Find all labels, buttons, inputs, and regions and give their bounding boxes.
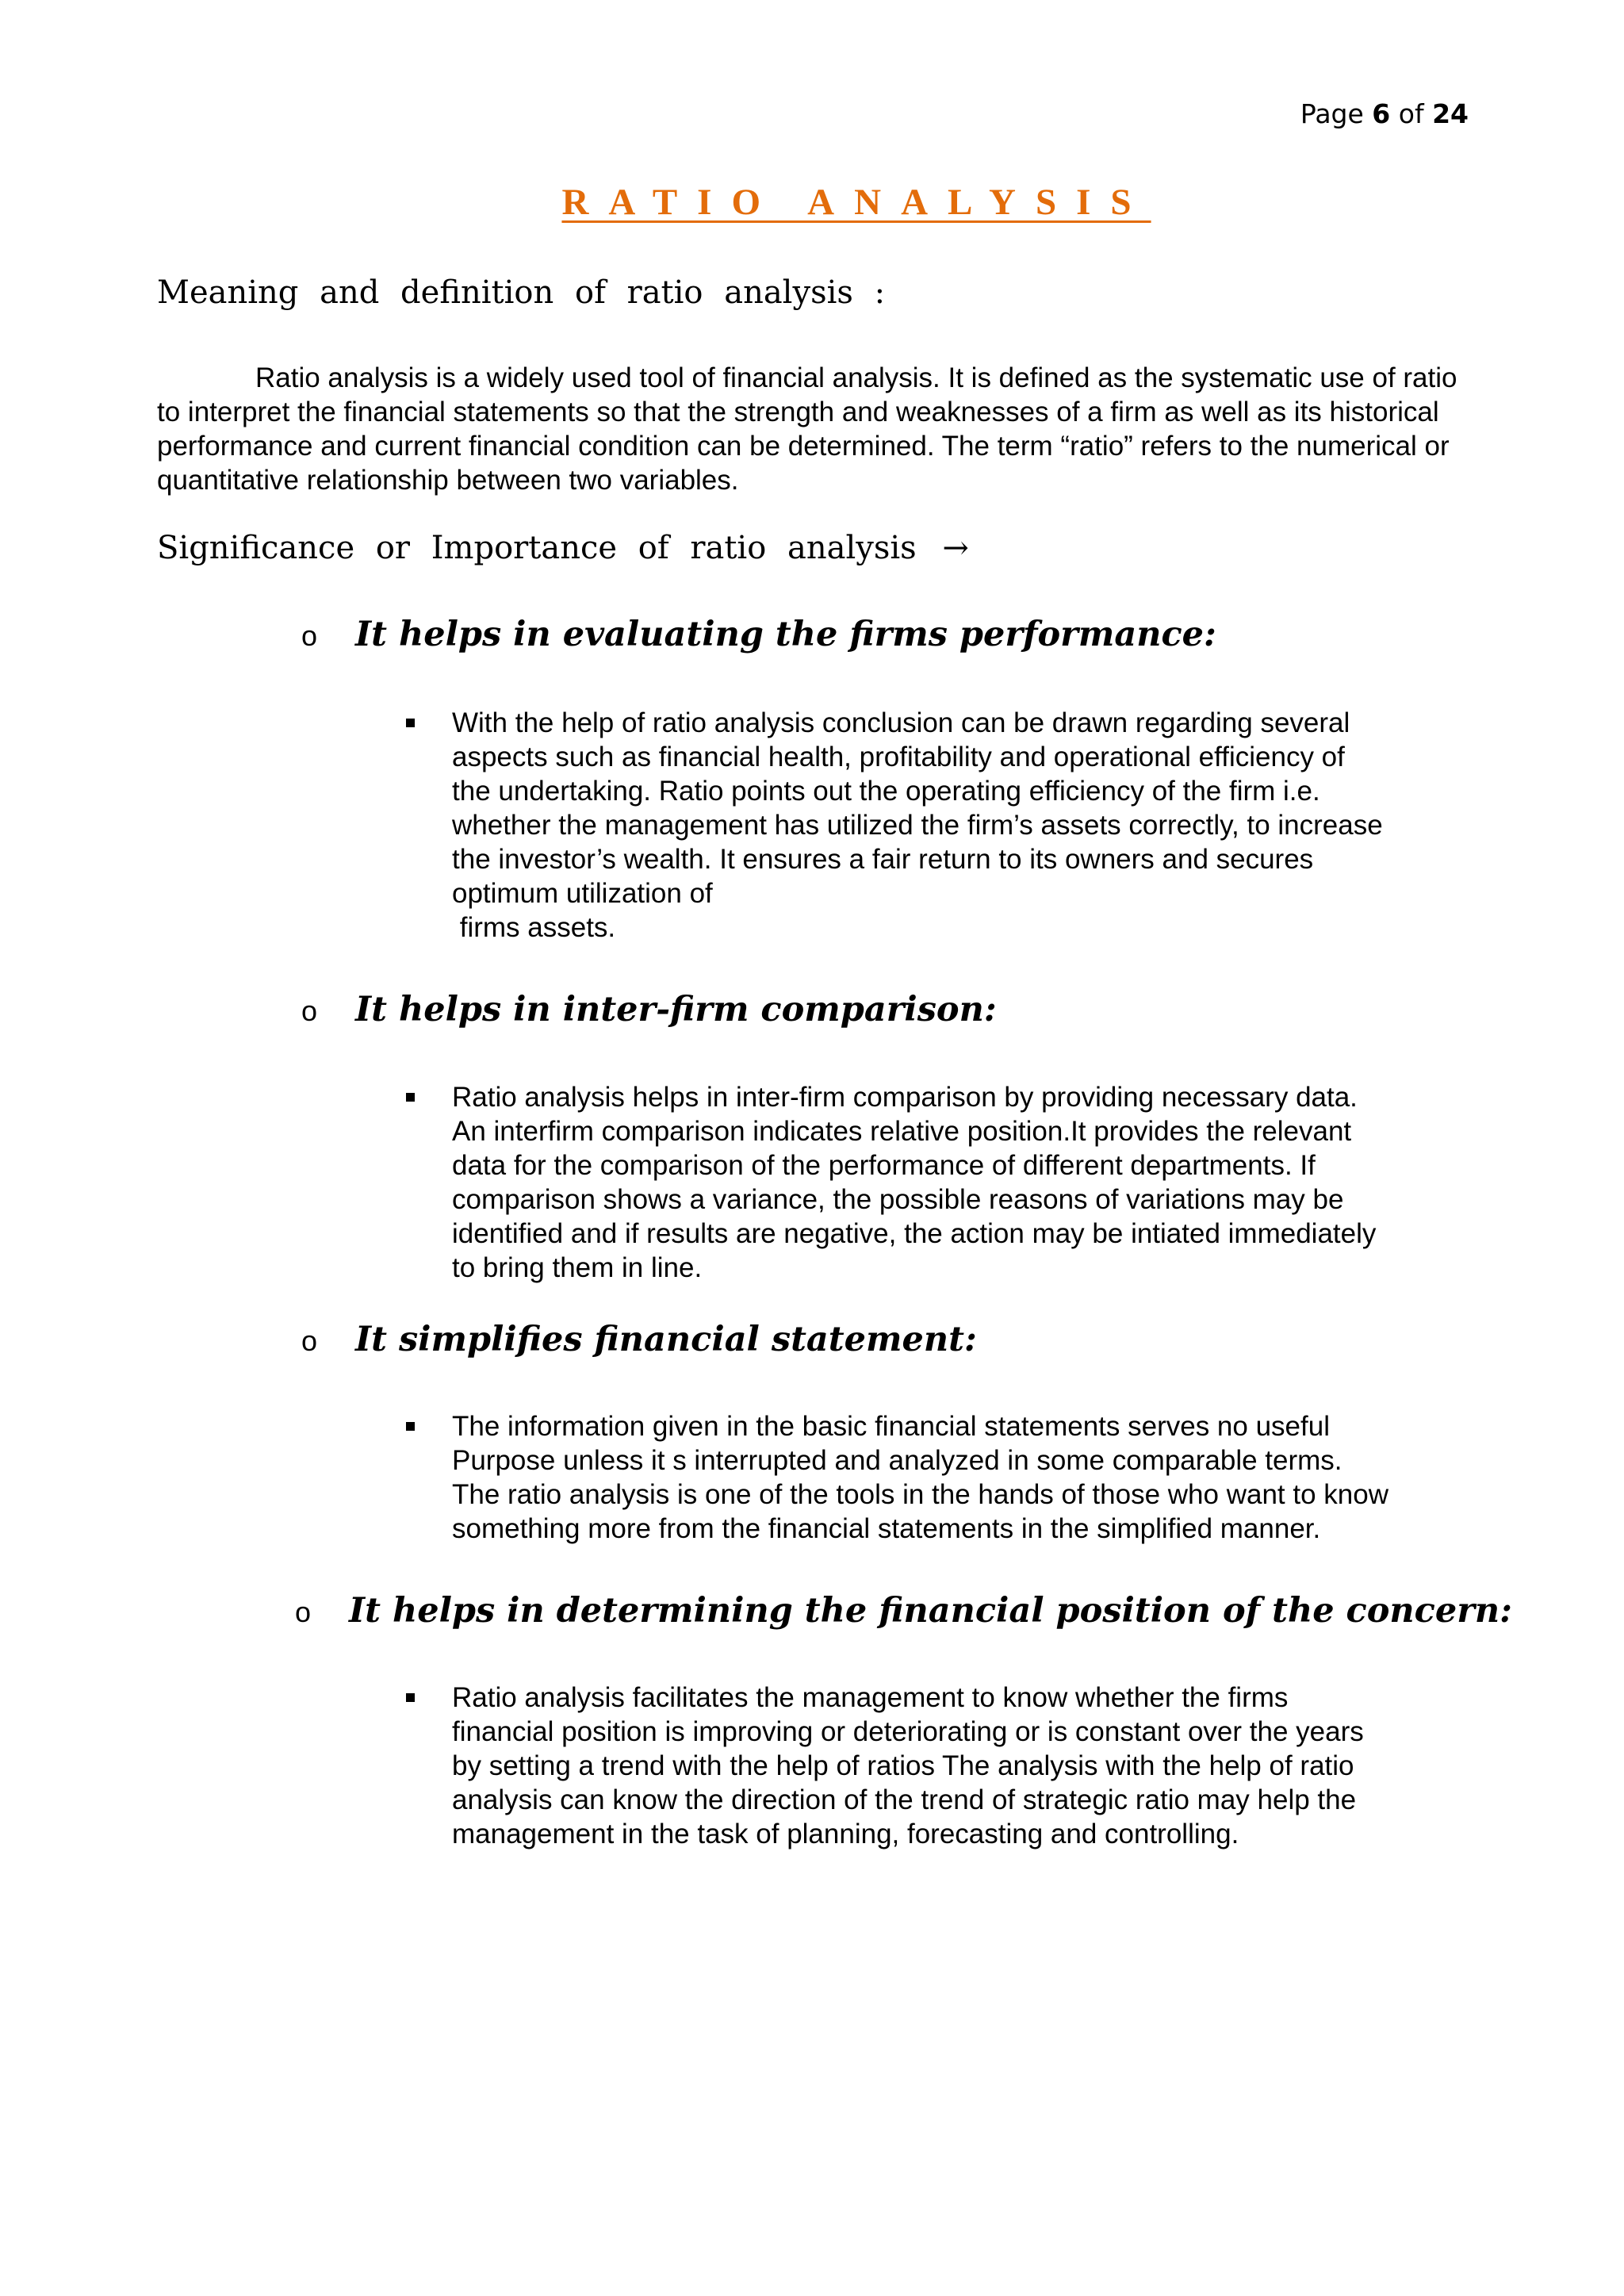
sub-heading-evaluating bbox=[301, 615, 1216, 654]
sub-heading-text: It simplifies financial statement: bbox=[355, 1320, 977, 1359]
significance-heading-text: Significance or Importance of ratio analysis bbox=[157, 530, 917, 566]
arrow-right-icon: → bbox=[942, 530, 969, 566]
sub-heading-interfirm bbox=[301, 990, 997, 1029]
circle-bullet-icon: o bbox=[295, 1596, 312, 1628]
bullet-text bbox=[452, 1409, 1469, 1546]
bullet-line: data for the comparison of the performance of different departments. If bbox=[452, 1150, 1316, 1181]
bullet-line: by setting a trend with the help of ratios The analysis with the help of ratio bbox=[452, 1750, 1354, 1781]
circle-bullet-icon: o bbox=[301, 995, 318, 1027]
bullet-line: An interfirm comparison indicates relative position.It provides the relevant bbox=[452, 1116, 1352, 1147]
page-title: RATIO ANALYSIS bbox=[561, 182, 1151, 223]
bullet-line: firms assets. bbox=[452, 912, 616, 943]
sub-heading-text: It helps in inter-firm comparison: bbox=[355, 990, 997, 1029]
bullet-text bbox=[452, 1681, 1469, 1851]
bullet-evaluating bbox=[406, 706, 1469, 945]
bullet-line: Ratio analysis facilitates the management to know whether the firms bbox=[452, 1682, 1289, 1713]
bullet-simplifies bbox=[406, 1409, 1469, 1546]
page-prefix: Page bbox=[1300, 98, 1373, 129]
bullet-line: Purpose unless it s interrupted and analyzed in some comparable terms. bbox=[452, 1445, 1342, 1476]
bullet-line: The information given in the basic financial statements serves no useful bbox=[452, 1411, 1330, 1442]
square-bullet-icon bbox=[406, 719, 415, 727]
bullet-line: Ratio analysis helps in inter-firm comparison by providing necessary data. bbox=[452, 1082, 1358, 1113]
bullet-line: the undertaking. Ratio points out the operating efficiency of the firm i.e. bbox=[452, 776, 1320, 807]
bullet-line: the investor’s wealth. It ensures a fair return to its owners and secures bbox=[452, 844, 1314, 875]
bullet-text bbox=[452, 706, 1469, 945]
meaning-paragraph bbox=[157, 361, 1457, 497]
bullet-line: whether the management has utilized the firm’s assets correctly, to increase bbox=[452, 810, 1383, 841]
sub-heading-simplifies bbox=[301, 1320, 977, 1359]
bullet-line: to bring them in line. bbox=[452, 1252, 703, 1283]
circle-bullet-icon: o bbox=[301, 619, 318, 652]
sub-heading-text: It helps in evaluating the firms performance: bbox=[355, 615, 1216, 654]
bullet-line: financial position is improving or deteriorating or is constant over the years bbox=[452, 1716, 1364, 1747]
meaning-paragraph-text: Ratio analysis is a widely used tool of financial analysis. It is defined as the systematic use of ratio to interpret the financial statements so that the strength and weaknesses of a firm as well as its historical performance and current financial condition can be determined. The term “ratio” refers to the numerical or quantitative relationship between two variables. bbox=[157, 362, 1457, 496]
sub-heading-text: It helps in determining the financial position of the concern: bbox=[349, 1591, 1512, 1631]
page-total: 24 bbox=[1432, 98, 1469, 129]
bullet-text bbox=[452, 1080, 1469, 1285]
bullet-line: analysis can know the direction of the trend of strategic ratio may help the bbox=[452, 1784, 1357, 1815]
bullet-line: management in the task of planning, forecasting and controlling. bbox=[452, 1819, 1239, 1849]
meaning-heading: Meaning and definition of ratio analysis : bbox=[157, 274, 886, 311]
bullet-line: optimum utilization of bbox=[452, 878, 713, 909]
circle-bullet-icon: o bbox=[301, 1324, 318, 1357]
page-number bbox=[1300, 98, 1469, 129]
bullet-line: identified and if results are negative, the action may be intiated immediately bbox=[452, 1218, 1377, 1249]
square-bullet-icon bbox=[406, 1093, 415, 1102]
page-of: of bbox=[1390, 98, 1433, 129]
square-bullet-icon bbox=[406, 1693, 415, 1702]
page-current: 6 bbox=[1372, 98, 1391, 129]
bullet-line: With the help of ratio analysis conclusion can be drawn regarding several bbox=[452, 707, 1350, 738]
square-bullet-icon bbox=[406, 1422, 415, 1431]
sub-heading-financial-position bbox=[295, 1591, 1512, 1631]
bullet-financial-position bbox=[406, 1681, 1469, 1851]
bullet-line: comparison shows a variance, the possible reasons of variations may be bbox=[452, 1184, 1344, 1215]
bullet-line: something more from the financial statements in the simplified manner. bbox=[452, 1513, 1321, 1544]
bullet-line: aspects such as financial health, profitability and operational efficiency of bbox=[452, 742, 1345, 772]
bullet-line: The ratio analysis is one of the tools in the hands of those who want to know bbox=[452, 1479, 1388, 1510]
significance-heading bbox=[157, 530, 969, 566]
bullet-interfirm bbox=[406, 1080, 1469, 1285]
